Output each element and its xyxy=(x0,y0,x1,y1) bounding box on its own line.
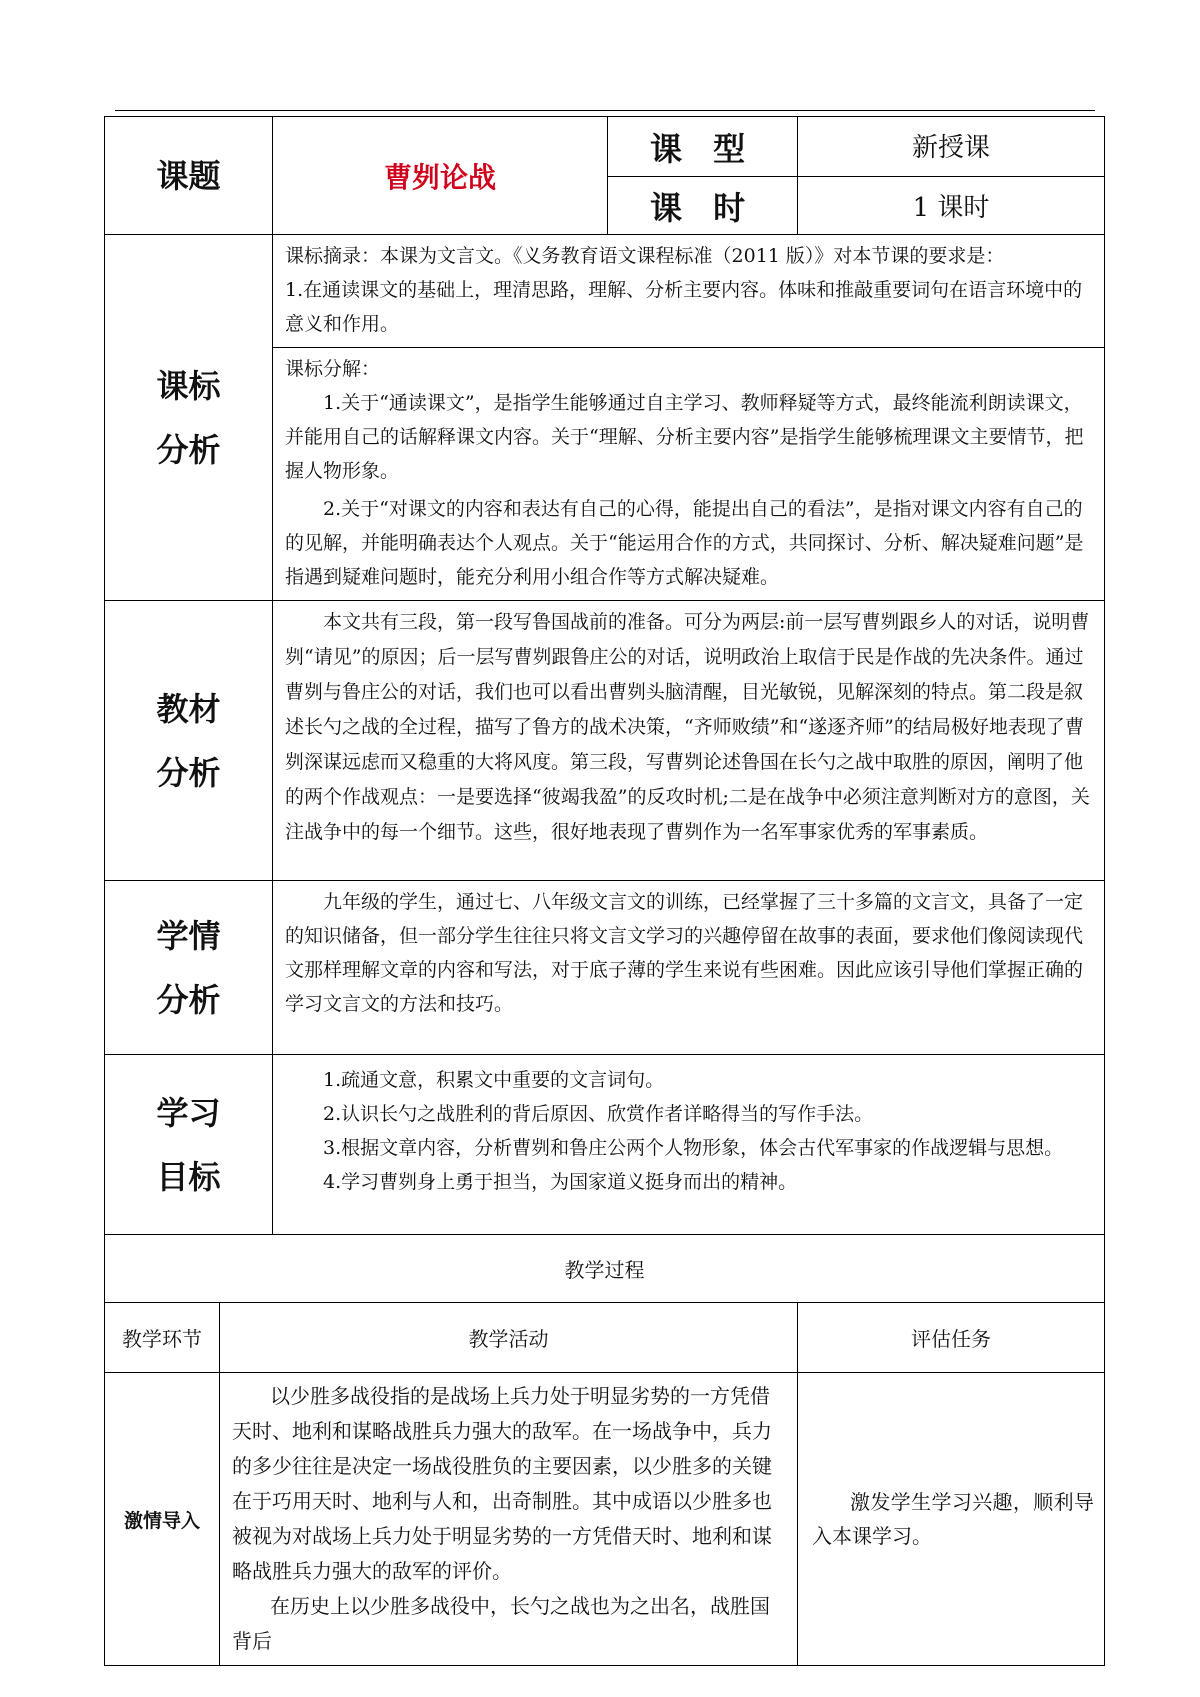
eval-text: 激发学生学习兴趣，顺利导入本课学习。 xyxy=(812,1490,1095,1548)
goals-label-line2: 目标 xyxy=(156,1157,221,1196)
learner-text: 九年级的学生，通过七、八年级文言文的训练，已经掌握了三十多篇的文言文，具备了一定的知识储备，但一部分学生往往只将文言文学习的兴趣停留在故事的表面，要求他们像阅读现代文那样理解文章的内容和写法，对于底子薄的学生来说有些困难。因此应该引导他们掌握正确的学习文言文的方法和技巧。 xyxy=(285,891,1084,1015)
topic-label: 课题 xyxy=(105,117,273,235)
material-label-line1: 教材 xyxy=(156,689,221,728)
activity-cell xyxy=(220,1373,798,1666)
standard-excerpt-line: 1.在通读课文的基础上，理清思路，理解、分析主要内容。体味和推敲重要词句在语言环境中的意义和作用。 xyxy=(285,279,1083,335)
goal-item: 2.认识长勺之战胜利的背后原因、欣赏作者详略得当的写作手法。 xyxy=(323,1103,874,1125)
standard-label-line1: 课标 xyxy=(156,366,221,405)
lesson-plan-table xyxy=(104,116,1105,1666)
standard-label-line2: 分析 xyxy=(156,430,221,469)
learner-label-line2: 分析 xyxy=(156,980,221,1019)
standard-excerpt-line: 课标摘录：本课为文言文。《义务教育语文课程标准（2011 版）》对本节课的要求是： xyxy=(285,245,1005,267)
standard-excerpt xyxy=(273,235,1105,348)
learner-section-label xyxy=(105,881,273,1055)
col-stage: 教学环节 xyxy=(105,1303,220,1373)
standard-breakdown xyxy=(273,348,1105,601)
standard-section-label xyxy=(105,235,273,601)
breakdown-item: 1.关于“通读课文”，是指学生能够通过自主学习、教师释疑等方式，最终能流利朗读课文，并能用自己的话解释课文内容。关于“理解、分析主要内容”是指学生能够梳理课文主要情节，把握人物形象。 xyxy=(285,392,1084,482)
activity-paragraph: 以少胜多战役指的是战场上兵力处于明显劣势的一方凭借天时、地利和谋略战胜兵力强大的敌军。在一场战争中，兵力的多少往往是决定一场战役胜负的主要因素，以少胜多的关键在于巧用天时、地利与人和，出奇制胜。其中成语以少胜多也被视为对战场上兵力处于明显劣势的一方凭借天时、地利和谋略战胜兵力强大的敌军的评价。 xyxy=(232,1384,772,1583)
goal-item: 4.学习曹刿身上勇于担当，为国家道义挺身而出的精神。 xyxy=(323,1171,798,1193)
eval-cell xyxy=(798,1373,1105,1666)
material-section-label xyxy=(105,601,273,881)
activity-paragraph: 在历史上以少胜多战役中，长勺之战也为之出名，战胜国背后 xyxy=(232,1594,770,1653)
stage-cell: 激情导入 xyxy=(105,1373,220,1666)
learning-goals xyxy=(273,1055,1105,1235)
period-label: 课 时 xyxy=(608,177,798,235)
period-value: 1 课时 xyxy=(798,177,1105,235)
type-label: 课 型 xyxy=(608,117,798,177)
breakdown-item: 2.关于“对课文的内容和表达有自己的心得，能提出自己的看法”，是指对课文内容有自己的的见解，并能明确表达个人观点。关于“能运用合作的方式，共同探讨、分析、解决疑难问题”是指遇到疑难问题时，能充分利用小组合作等方式解决疑难。 xyxy=(285,498,1084,588)
learner-label-line1: 学情 xyxy=(156,916,221,955)
lesson-title: 曹刿论战 xyxy=(273,117,608,235)
breakdown-title: 课标分解： xyxy=(285,358,381,380)
col-activity: 教学活动 xyxy=(220,1303,798,1373)
learner-analysis xyxy=(273,881,1105,1055)
process-title: 教学过程 xyxy=(105,1235,1105,1303)
material-label-line2: 分析 xyxy=(156,753,221,792)
goal-item: 1.疏通文意，积累文中重要的文言词句。 xyxy=(323,1069,665,1091)
top-rule xyxy=(115,110,1095,111)
type-value: 新授课 xyxy=(798,117,1105,177)
goal-item: 3.根据文章内容，分析曹刿和鲁庄公两个人物形象，体会古代军事家的作战逻辑与思想。 xyxy=(323,1137,1064,1159)
goals-section-label xyxy=(105,1055,273,1235)
col-eval: 评估任务 xyxy=(798,1303,1105,1373)
goals-label-line1: 学习 xyxy=(156,1093,221,1132)
material-analysis xyxy=(273,601,1105,881)
material-text: 本文共有三段，第一段写鲁国战前的准备。可分为两层:前一层写曹刿跟乡人的对话，说明曹刿“请见”的原因；后一层写曹刿跟鲁庄公的对话，说明政治上取信于民是作战的先决条件。通过曹刿与鲁庄公的对话，我们也可以看出曹刿头脑清醒，目光敏锐，见解深刻的特点。第二段是叙述长勺之战的全过程，描写了鲁方的战术决策，“齐师败绩”和“遂逐齐师”的结局极好地表现了曹刿深谋远虑而又稳重的大将风度。第三段，写曹刿论述鲁国在长勺之战中取胜的原因，阐明了他的两个作战观点：一是要选择“彼竭我盈”的反攻时机;二是在战争中必须注意判断对方的意图，关注战争中的每一个细节。这些，很好地表现了曹刿作为一名军事家优秀的军事素质。 xyxy=(285,611,1090,843)
